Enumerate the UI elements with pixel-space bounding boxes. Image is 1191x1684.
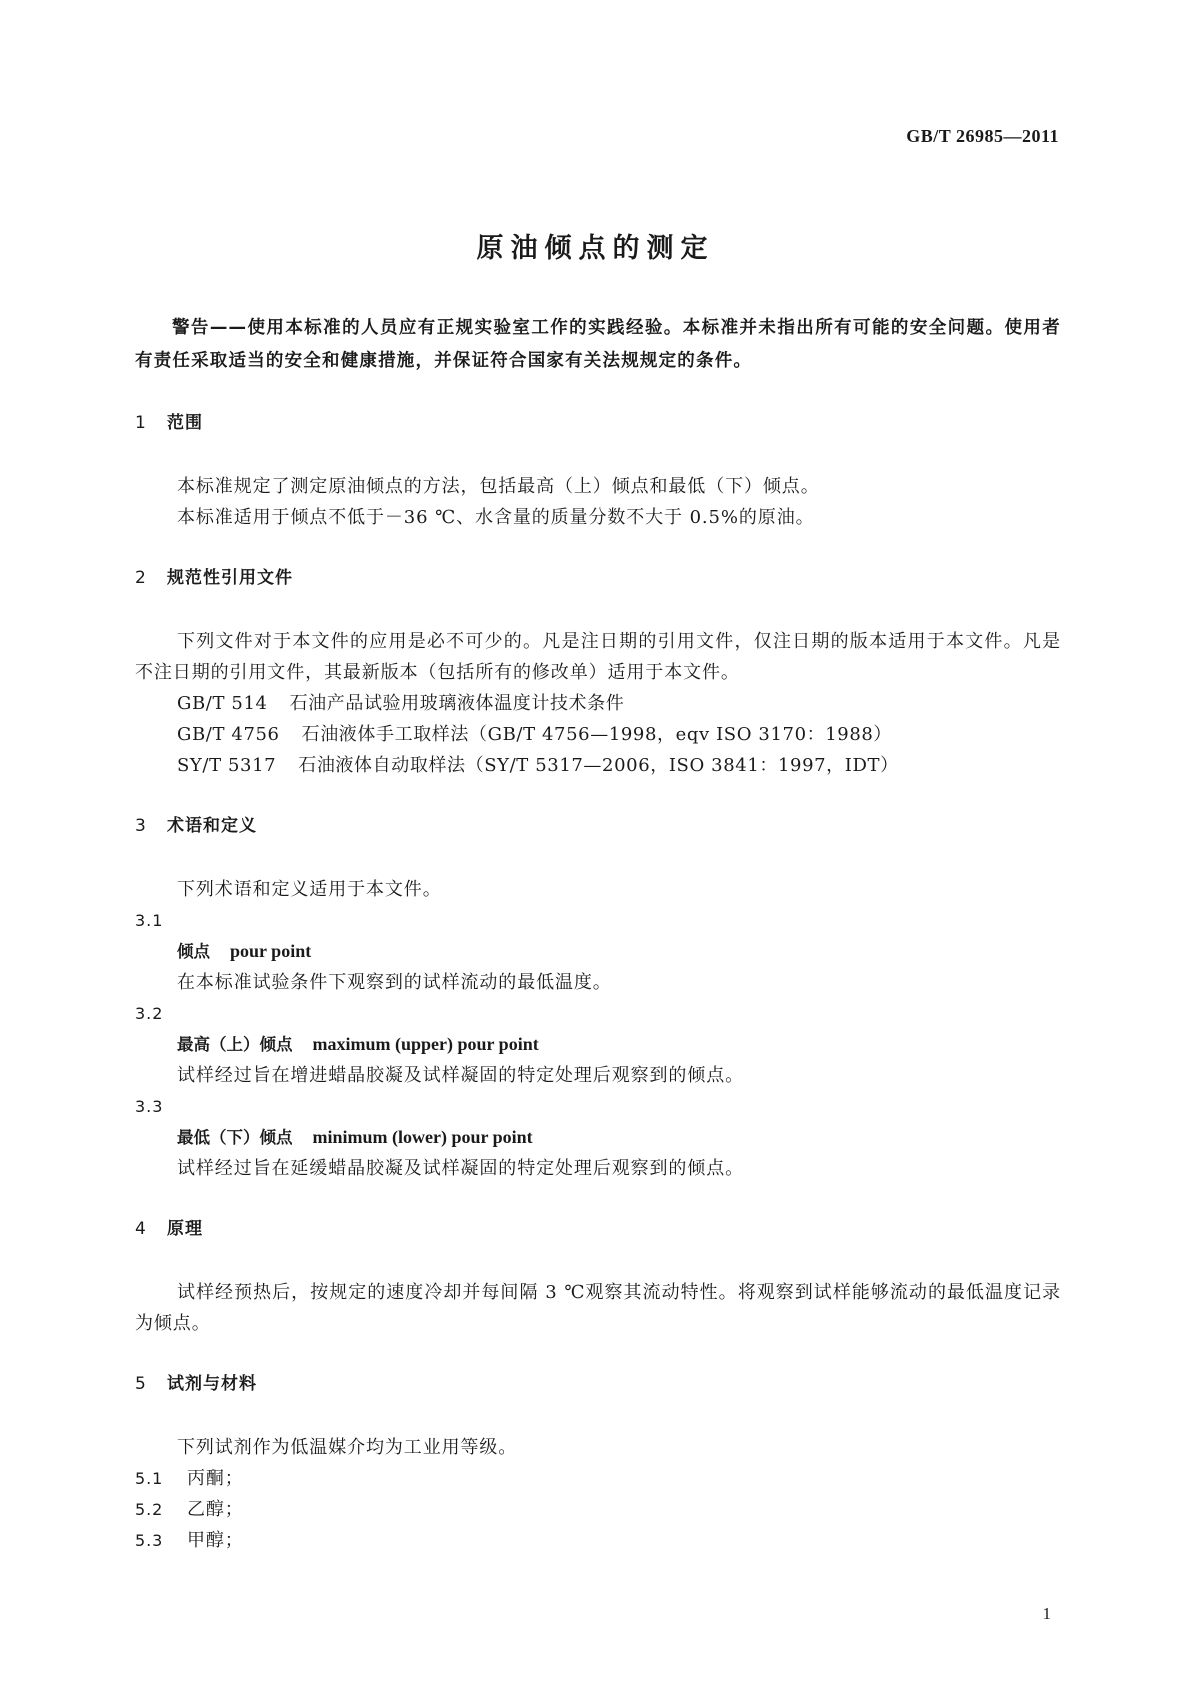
term-heading	[135, 1122, 1061, 1153]
reference-code: SY/T 5317	[177, 755, 277, 776]
term-zh: 最低（下）倾点	[177, 1128, 293, 1147]
term-heading	[135, 936, 1061, 967]
terms-intro: 下列术语和定义适用于本文件。	[177, 879, 442, 900]
reference-item	[135, 750, 1061, 781]
term-number: 3.2	[135, 1004, 164, 1023]
section-heading-terms	[135, 811, 1061, 842]
list-item-text: 甲醇；	[187, 1530, 244, 1551]
section-number: 4	[135, 1219, 147, 1239]
term-zh: 最高（上）倾点	[177, 1035, 293, 1054]
list-item-text: 丙酮；	[187, 1468, 244, 1489]
term-en: maximum (upper) pour point	[312, 1034, 539, 1054]
reference-code: GB/T 514	[177, 693, 268, 714]
list-item-text: 乙醇；	[187, 1499, 244, 1520]
section-number: 2	[135, 568, 147, 588]
term-zh: 倾点	[177, 942, 210, 961]
list-item	[135, 1494, 1061, 1525]
term-heading	[135, 1029, 1061, 1060]
section-heading-scope	[135, 408, 1061, 439]
list-item-number: 5.1	[135, 1469, 164, 1488]
term-definition: 在本标准试验条件下观察到的试样流动的最低温度。	[177, 972, 612, 993]
standard-code: GB/T 26985—2011	[906, 126, 1059, 146]
reference-item	[135, 719, 1061, 750]
reference-code: GB/T 4756	[177, 724, 280, 745]
reference-title: 石油产品试验用玻璃液体温度计技术条件	[289, 693, 625, 714]
safety-warning: 警告——使用本标准的人员应有正规实验室工作的实践经验。本标准并未指出所有可能的安全问题。使用者有责任采取适当的安全和健康措施，并保证符合国家有关法规规定的条件。	[135, 318, 1061, 371]
section-number: 1	[135, 413, 147, 433]
term-number: 3.1	[135, 911, 164, 930]
section-heading-principle	[135, 1214, 1061, 1245]
section-title: 范围	[167, 413, 203, 433]
reference-title: 石油液体自动取样法（SY/T 5317—2006，ISO 3841：1997，IDT）	[298, 755, 899, 776]
section-number: 3	[135, 816, 147, 836]
principle-paragraph: 试样经预热后，按规定的速度冷却并每间隔 3 ℃观察其流动特性。将观察到试样能够流动的最低温度记录为倾点。	[135, 1282, 1061, 1334]
term-en: minimum (lower) pour point	[312, 1127, 533, 1147]
section-heading-reagents	[135, 1369, 1061, 1400]
section-heading-normative-references	[135, 563, 1061, 594]
term-number: 3.3	[135, 1097, 164, 1116]
section-title: 试剂与材料	[167, 1374, 257, 1394]
reference-item	[135, 688, 1061, 719]
list-item-number: 5.2	[135, 1500, 164, 1519]
document-body	[135, 312, 1061, 1556]
list-item	[135, 1525, 1061, 1556]
term-en: pour point	[230, 941, 312, 961]
page-title: 原油倾点的测定	[476, 233, 715, 264]
reagents-intro: 下列试剂作为低温媒介均为工业用等级。	[177, 1437, 518, 1458]
section-title: 原理	[167, 1219, 203, 1239]
reference-title: 石油液体手工取样法（GB/T 4756—1998，eqv ISO 3170：1988）	[301, 724, 893, 745]
list-item-number: 5.3	[135, 1531, 164, 1550]
scope-paragraph-1: 本标准规定了测定原油倾点的方法，包括最高（上）倾点和最低（下）倾点。	[177, 476, 820, 497]
page-number: 1	[1042, 1604, 1051, 1623]
references-intro: 下列文件对于本文件的应用是必不可少的。凡是注日期的引用文件，仅注日期的版本适用于本文件。凡是不注日期的引用文件，其最新版本（包括所有的修改单）适用于本文件。	[135, 631, 1061, 683]
list-item	[135, 1463, 1061, 1494]
scope-paragraph-2: 本标准适用于倾点不低于－36 ℃、水含量的质量分数不大于 0.5%的原油。	[177, 507, 815, 528]
section-title: 规范性引用文件	[167, 568, 293, 588]
section-title: 术语和定义	[167, 816, 257, 836]
section-number: 5	[135, 1374, 147, 1394]
term-definition: 试样经过旨在延缓蜡晶胶凝及试样凝固的特定处理后观察到的倾点。	[177, 1158, 744, 1179]
term-definition: 试样经过旨在增进蜡晶胶凝及试样凝固的特定处理后观察到的倾点。	[177, 1065, 744, 1086]
